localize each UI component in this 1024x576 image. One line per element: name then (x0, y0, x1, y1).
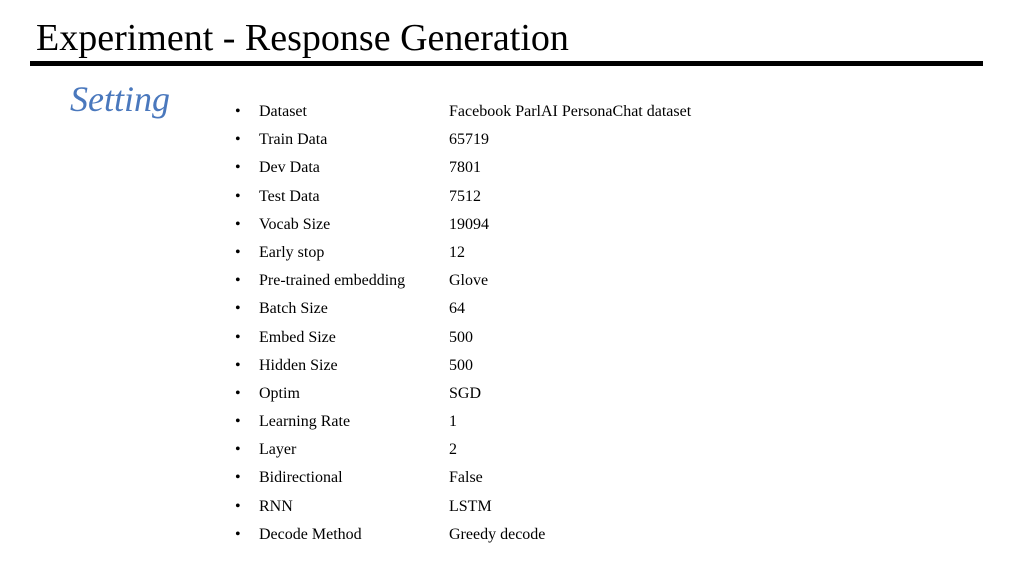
setting-value: 7801 (449, 159, 481, 177)
bullet-icon: • (235, 328, 241, 346)
bullet-icon: • (235, 469, 241, 487)
bullet-icon: • (235, 187, 241, 205)
setting-key: Early stop (259, 243, 325, 261)
bullet-icon: • (235, 525, 241, 543)
setting-value: 500 (449, 356, 473, 374)
setting-value: 2 (449, 441, 457, 459)
setting-key: Bidirectional (259, 469, 343, 487)
setting-key: Optim (259, 384, 300, 402)
bullet-icon: • (235, 413, 241, 431)
setting-key: Decode Method (259, 525, 362, 543)
setting-key: Vocab Size (259, 215, 331, 233)
title-divider (30, 61, 983, 66)
setting-key: Batch Size (259, 300, 328, 318)
setting-value: 19094 (449, 215, 489, 233)
setting-value: LSTM (449, 497, 492, 515)
setting-value: 1 (449, 413, 457, 431)
setting-key: Layer (259, 441, 297, 459)
setting-key: Embed Size (259, 328, 336, 346)
bullet-icon: • (235, 300, 241, 318)
setting-key: Test Data (259, 187, 320, 205)
setting-value: 12 (449, 243, 465, 261)
bullet-icon: • (235, 497, 241, 515)
setting-value: Greedy decode (449, 525, 546, 543)
bullet-icon: • (235, 441, 241, 459)
setting-value: 64 (449, 300, 465, 318)
setting-key: Pre-trained embedding (259, 272, 406, 290)
setting-value: 65719 (449, 131, 489, 149)
setting-value: False (449, 469, 483, 487)
bullet-icon: • (235, 215, 241, 233)
setting-key: Dataset (259, 103, 307, 120)
setting-key: Hidden Size (259, 356, 338, 374)
setting-value: Facebook ParlAI PersonaChat dataset (449, 103, 692, 120)
bullet-icon: • (235, 243, 241, 261)
setting-value: 500 (449, 328, 473, 346)
slide-title: Experiment - Response Generation (36, 17, 569, 59)
setting-value: Glove (449, 272, 489, 290)
setting-key: Train Data (259, 131, 328, 149)
setting-value: SGD (449, 384, 482, 402)
section-label: Setting (70, 79, 170, 119)
bullet-icon: • (235, 103, 241, 120)
bullet-icon: • (235, 159, 241, 177)
bullet-icon: • (235, 272, 241, 290)
bullet-icon: • (235, 356, 241, 374)
bullet-icon: • (235, 131, 241, 149)
setting-key: Learning Rate (259, 413, 351, 431)
setting-key: RNN (259, 497, 293, 515)
setting-key: Dev Data (259, 159, 320, 177)
setting-value: 7512 (449, 187, 481, 205)
bullet-icon: • (235, 384, 241, 402)
